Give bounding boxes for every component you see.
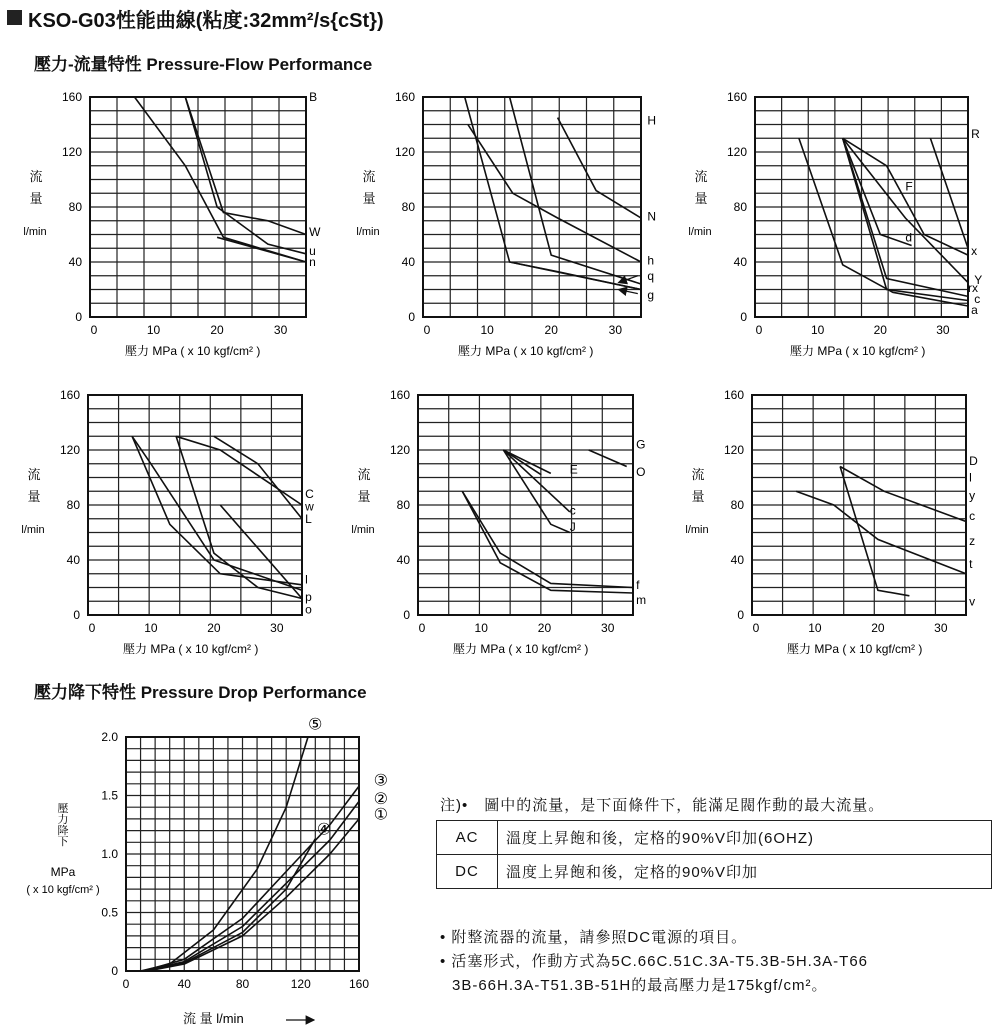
series-label: W (309, 224, 321, 239)
y-tick-label: 40 (733, 255, 747, 269)
x-axis-label: 壓力 MPa ( x 10 kgf/cm² ) (453, 642, 589, 656)
series-label: c (974, 292, 981, 307)
section-title-pressure-drop: 壓力降下特性 Pressure Drop Performance (34, 683, 367, 702)
series-label: z (969, 533, 976, 548)
x-tick-label: 10 (480, 323, 494, 337)
y-tick-label: 160 (389, 388, 410, 402)
series-line-l (132, 436, 302, 585)
series-label: ⑤ (308, 716, 323, 734)
x-tick-label: 120 (290, 977, 311, 991)
series-label: L (305, 511, 312, 526)
x-tick-label: 20 (207, 621, 221, 635)
y-axis-label: 量 (691, 489, 705, 504)
x-tick-label: 40 (177, 977, 191, 991)
series-label: ③ (373, 772, 388, 790)
series-line-q (558, 118, 641, 218)
series-label: Y (974, 272, 983, 287)
y-tick-label: 40 (68, 255, 82, 269)
series-label: q (647, 268, 655, 283)
x-axis-label: 壓力 MPa ( x 10 kgf/cm² ) (123, 642, 259, 656)
x-tick-label: 0 (122, 977, 130, 991)
y-tick-label: 2.0 (101, 730, 118, 744)
series-label: J (569, 520, 576, 534)
series-label: l (969, 470, 972, 485)
x-tick-label: 30 (934, 621, 948, 635)
series-line-C (132, 436, 302, 590)
series-label: h (647, 253, 655, 268)
y-axis-unit: l/min (685, 524, 709, 536)
y-tick-label: 160 (61, 90, 82, 104)
y-tick-label: 1.5 (101, 788, 118, 803)
y-tick-label: 80 (733, 200, 747, 214)
y-axis-label: 流 (694, 169, 708, 184)
note-key-ac: AC (437, 821, 498, 855)
note-row-ac (437, 821, 992, 855)
x-axis-label: 流 量 l/min (183, 1011, 244, 1026)
series-label: d (905, 230, 913, 245)
series-label: H (647, 113, 657, 128)
note-bullet-rectifier: • 附整流器的流量，請參照DC電源的項目。 (440, 929, 748, 946)
series-line-u (185, 97, 306, 254)
series-label: t (969, 557, 973, 572)
y-axis-unit: l/min (356, 226, 380, 238)
note-value-dc: 溫度上昇飽和後，定格的90%V印加 (498, 855, 992, 889)
note-bullet-piston-line1: • 活塞形式，作動方式為5C.66C.51C.3A-T5.3B-5H.3A-T66 (440, 953, 869, 970)
y-tick-label: 0 (111, 964, 118, 978)
series-label: x (971, 244, 978, 258)
series-label: c (569, 503, 576, 518)
y-axis-unit: MPa (50, 865, 76, 879)
y-tick-label: 40 (66, 553, 80, 567)
y-axis-unit: l/min (23, 226, 47, 238)
y-axis-label: 下 (57, 836, 69, 848)
x-axis-label: 壓力 MPa ( x 10 kgf/cm² ) (125, 344, 261, 358)
x-tick-label: 30 (270, 621, 284, 635)
series-label: ① (373, 806, 388, 824)
y-tick-label: 120 (59, 443, 80, 457)
y-axis-label: 流 (27, 467, 41, 482)
chart-5 (351, 388, 646, 656)
y-tick-label: 120 (389, 443, 410, 457)
x-tick-label: 0 (752, 621, 760, 635)
y-tick-label: 120 (726, 145, 747, 159)
x-axis-label: 壓力 MPa ( x 10 kgf/cm² ) (787, 642, 923, 656)
x-tick-label: 10 (810, 323, 825, 337)
series-label: rx (968, 281, 978, 296)
x-tick-label: 30 (936, 323, 950, 337)
x-tick-label: 20 (210, 323, 224, 337)
series-label: ② (373, 791, 388, 809)
series-label: p (305, 590, 312, 605)
y-tick-label: 0.5 (101, 905, 118, 920)
y-tick-label: 0 (75, 310, 82, 324)
x-tick-label: 20 (537, 621, 552, 635)
note-value-ac: 溫度上昇飽和後，定格的90%V印加(6OHZ) (498, 821, 992, 855)
x-axis-label: 壓力 MPa ( x 10 kgf/cm² ) (790, 344, 926, 358)
x-tick-label: 80 (235, 977, 250, 991)
series-label: u (309, 244, 316, 258)
y-tick-label: 0 (403, 608, 410, 622)
x-tick-label: 0 (755, 323, 763, 337)
x-tick-label: 10 (808, 621, 822, 635)
series-label: O (636, 465, 646, 479)
x-tick-label: 20 (873, 323, 887, 337)
x-tick-label: 0 (423, 323, 431, 337)
series-label: B (309, 90, 318, 104)
chart-4 (21, 388, 314, 656)
series-label: C (305, 487, 314, 501)
x-tick-label: 0 (418, 621, 426, 635)
x-tick-label: 30 (601, 621, 615, 635)
series-line-m (462, 491, 633, 593)
y-axis-label: 流 (357, 467, 371, 482)
y-tick-label: 80 (396, 498, 410, 512)
y-axis-unit: ( x 10 kgf/cm² ) (26, 884, 100, 896)
y-axis-label: 量 (29, 191, 43, 206)
y-axis-label: 壓 (57, 803, 69, 815)
series-label: D (969, 454, 978, 468)
chart-7 (26, 716, 388, 1026)
x-axis-label: 壓力 MPa ( x 10 kgf/cm² ) (458, 344, 594, 358)
note-table (436, 820, 992, 889)
series-label: y (969, 488, 976, 503)
series-label: g (647, 288, 655, 302)
chart-1 (23, 90, 321, 358)
series-label: a (971, 303, 978, 318)
y-axis-label: 流 (691, 467, 705, 482)
chart-6 (685, 388, 978, 656)
x-tick-label: 160 (348, 977, 370, 991)
label-pointer-g (619, 290, 638, 294)
y-tick-label: 80 (66, 498, 80, 512)
series-line-D (840, 467, 966, 522)
y-tick-label: 160 (723, 388, 744, 402)
series-label: n (309, 255, 316, 269)
y-tick-label: 0 (740, 310, 747, 324)
y-tick-label: 80 (68, 200, 82, 214)
chart-2 (356, 90, 656, 358)
x-tick-label: 30 (273, 323, 288, 337)
y-tick-label: 120 (394, 145, 415, 159)
x-tick-label: 20 (544, 323, 558, 337)
x-tick-label: 10 (474, 621, 488, 635)
note-row-dc (437, 855, 992, 889)
y-axis-label: 量 (694, 191, 708, 206)
series-label: w (305, 499, 314, 514)
series-label: G (636, 437, 646, 452)
y-axis-label: 流 (29, 169, 43, 184)
chart-3 (688, 90, 982, 358)
note-bullet-piston-line2: 3B-66H.3A-T51.3B-51H的最高壓力是175kgf/cm²。 (452, 977, 828, 994)
y-axis-unit: l/min (351, 524, 375, 536)
y-tick-label: 40 (401, 255, 415, 269)
series-label: c (969, 509, 976, 523)
y-tick-label: 0 (737, 608, 744, 622)
y-axis-label: 降 (57, 825, 69, 837)
x-tick-label: 0 (90, 323, 98, 337)
section-title-pressure-flow: 壓力-流量特性 Pressure-Flow Performance (34, 55, 373, 74)
series-label: F (905, 179, 913, 194)
x-tick-label: 0 (88, 621, 96, 635)
x-tick-label: 10 (144, 621, 158, 635)
y-axis-unit: l/min (688, 226, 712, 238)
series-label: ④ (316, 821, 332, 839)
y-axis-label: 流 (362, 169, 376, 184)
page-title: KSO-G03性能曲線(粘度:32mm²/s{cSt}) (28, 10, 384, 32)
series-label: l (305, 572, 308, 587)
y-axis-unit: l/min (21, 524, 45, 536)
y-axis-label: 量 (27, 489, 41, 504)
y-tick-label: 160 (394, 90, 415, 104)
x-tick-label: 20 (871, 621, 885, 635)
series-line-E (503, 450, 541, 475)
series-label: R (971, 127, 980, 142)
series-label: o (305, 602, 312, 617)
y-tick-label: 1.0 (101, 847, 118, 861)
y-tick-label: 0 (73, 608, 80, 622)
x-tick-label: 10 (146, 323, 161, 337)
y-axis-label: 量 (362, 191, 376, 206)
y-tick-label: 40 (730, 553, 744, 567)
series-label: f (636, 577, 640, 592)
series-label: m (636, 592, 647, 607)
y-tick-label: 80 (401, 200, 415, 214)
y-tick-label: 0 (408, 310, 415, 324)
y-axis-label: 力 (57, 814, 69, 826)
y-tick-label: 40 (396, 553, 410, 567)
y-tick-label: 120 (723, 443, 744, 457)
y-tick-label: 80 (730, 498, 744, 512)
series-label: N (647, 209, 657, 224)
note-key-dc: DC (437, 855, 498, 889)
series-label: v (969, 594, 976, 609)
y-tick-label: 160 (726, 90, 747, 104)
series-label: E (569, 462, 578, 477)
y-axis-label: 量 (357, 489, 371, 504)
note-intro: 注)• 圖中的流量，是下面條件下，能滿足閥作動的最大流量。 (440, 797, 885, 814)
x-tick-label: 30 (608, 323, 623, 337)
y-tick-label: 160 (59, 388, 80, 402)
y-tick-label: 120 (61, 145, 82, 159)
